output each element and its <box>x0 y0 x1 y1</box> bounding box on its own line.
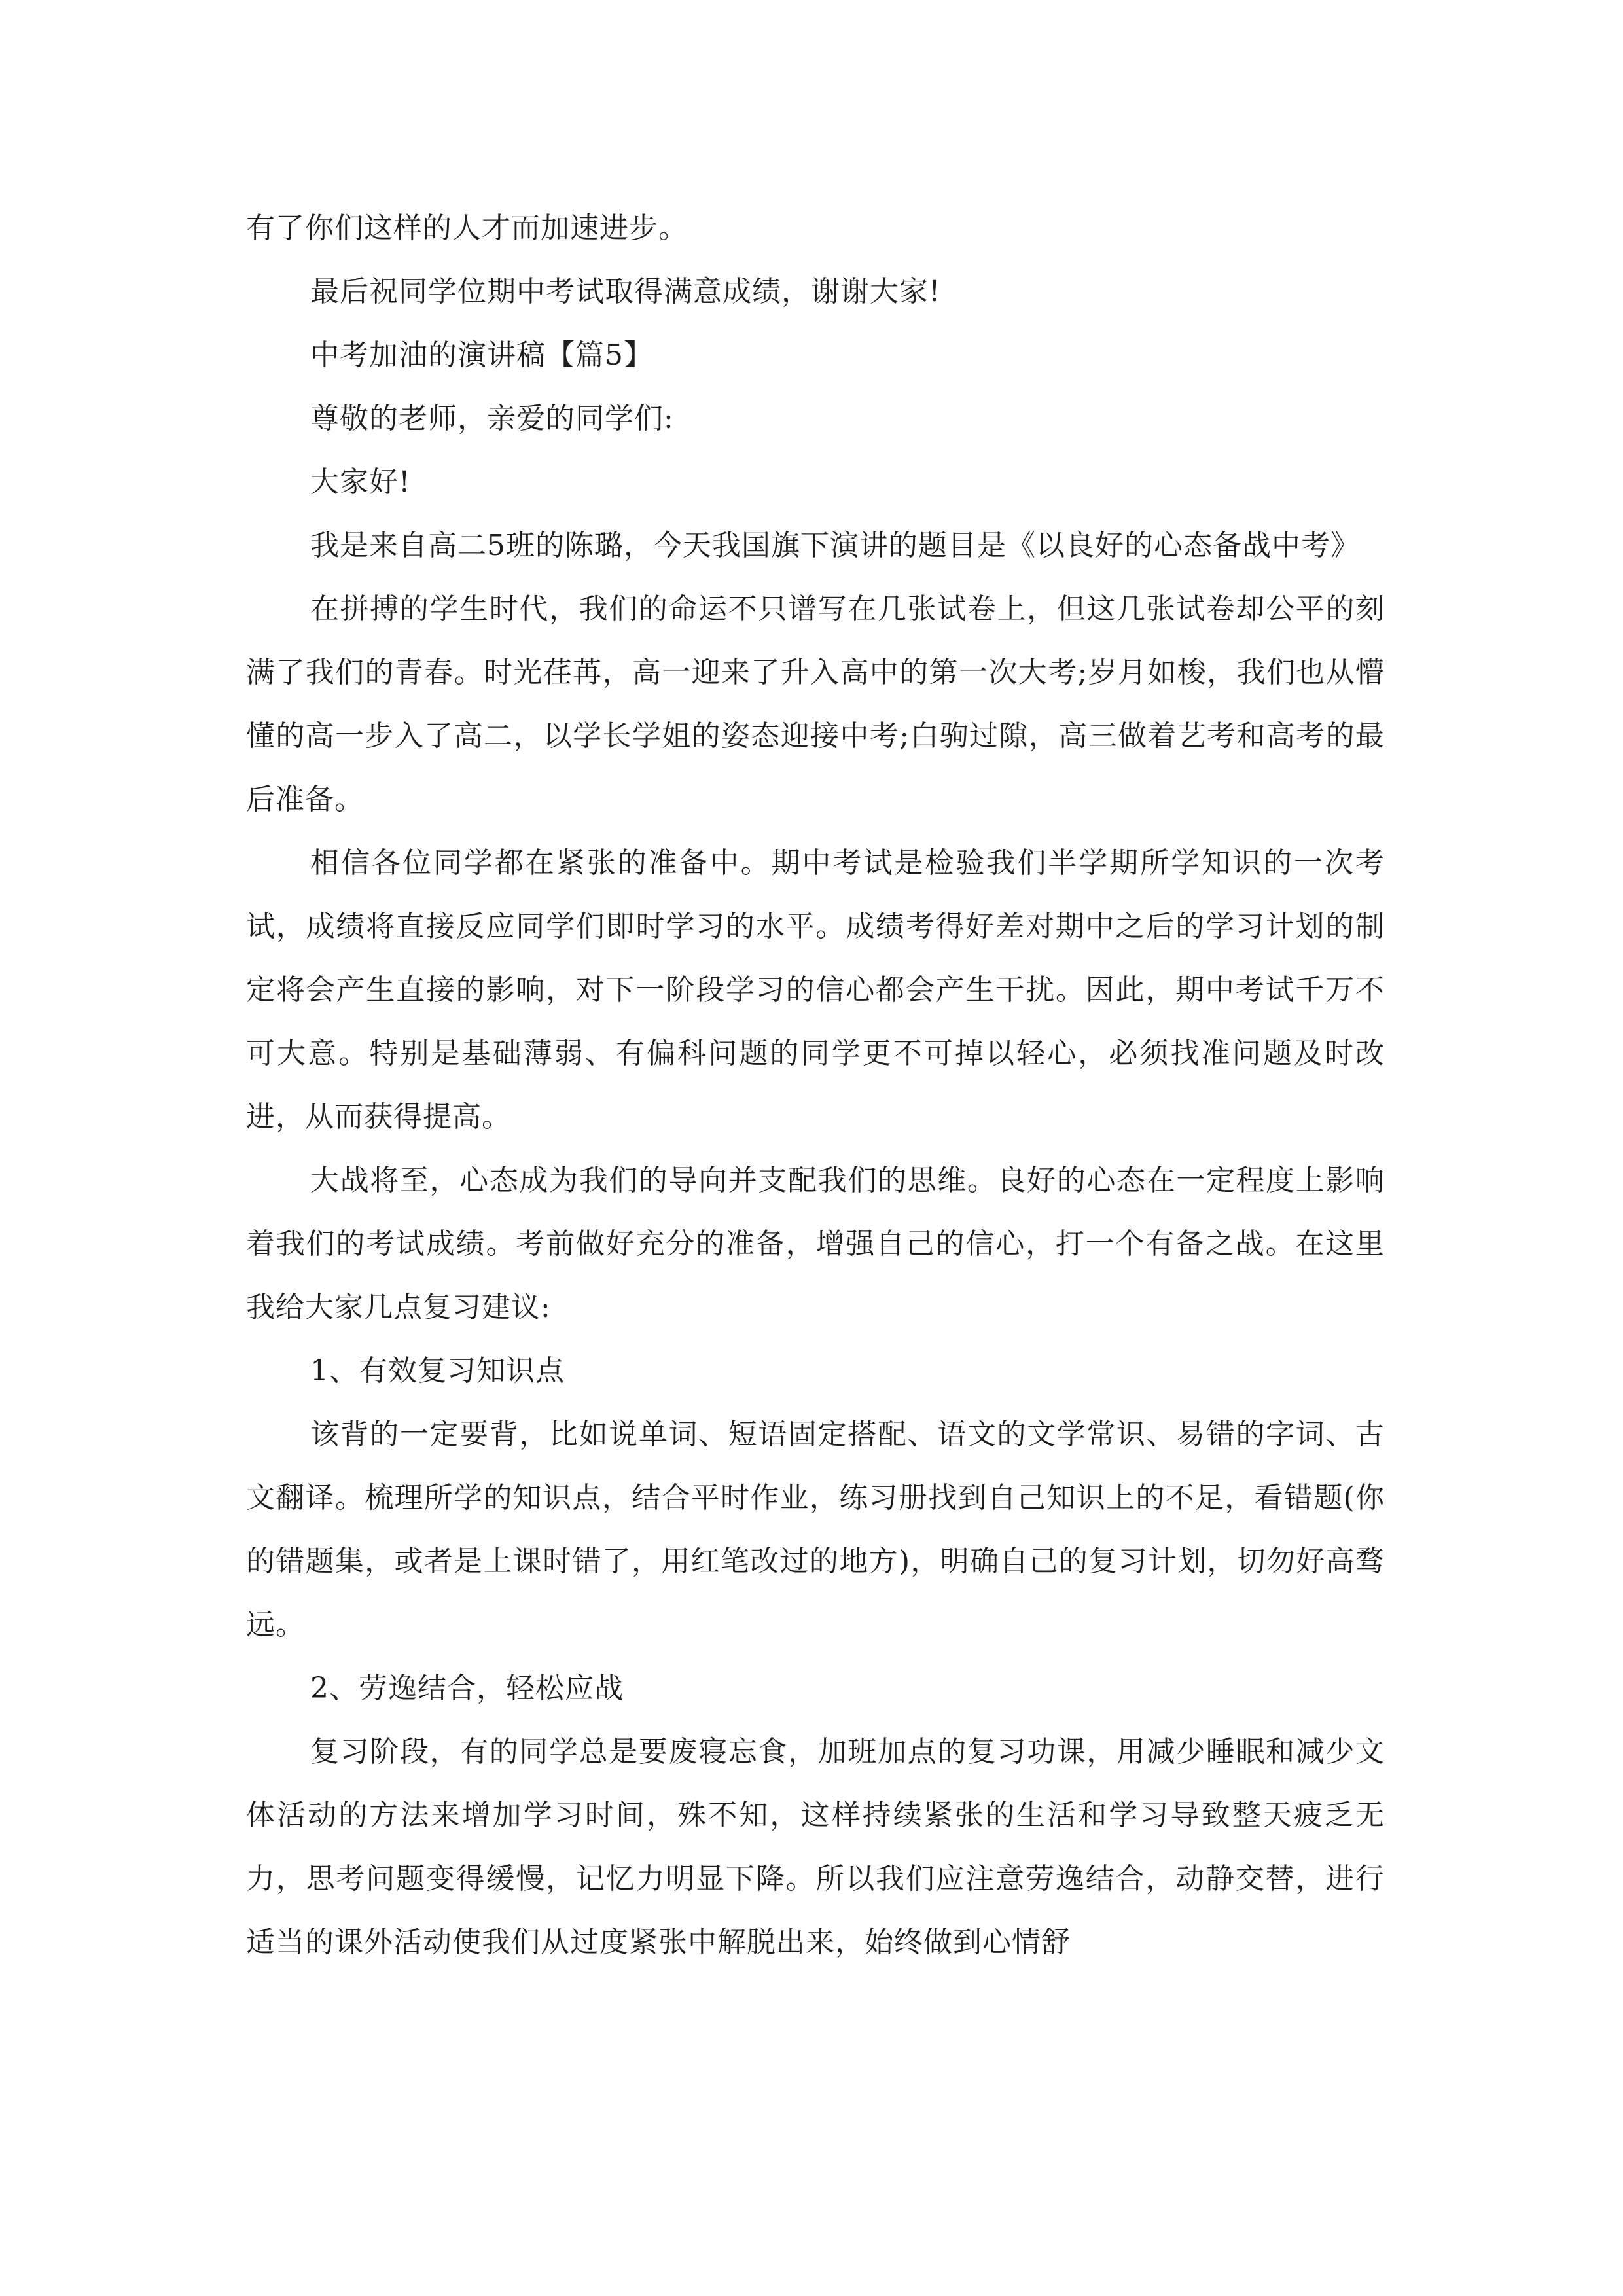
paragraph: 该背的一定要背，比如说单词、短语固定搭配、语文的文学常识、易错的字词、古文翻译。梳理所学的知识点，结合平时作业，练习册找到自己知识上的不足，看错题(你的错题集，或者是上课时错了，用红笔改过的地方)，明确自己的复习计划，切勿好高骛远。 <box>246 1418 1385 1641</box>
section-heading: 中考加油的演讲稿【篇5】 <box>310 338 653 372</box>
paragraph: 有了你们这样的人才而加速进步。 <box>246 211 688 245</box>
paragraph: 在拼搏的学生时代，我们的命运不只谱写在几张试卷上，但这几张试卷却公平的刻满了我们的青春。时光荏苒，高一迎来了升入高中的第一次大考;岁月如梭，我们也从懵懂的高一步入了高二，以学长学姐的姿态迎接中考;白驹过隙，高三做着艺考和高考的最后准备。 <box>246 592 1385 816</box>
paragraph: 复习阶段，有的同学总是要废寝忘食，加班加点的复习功课，用减少睡眠和减少文体活动的方法来增加学习时间，殊不知，这样持续紧张的生活和学习导致整天疲乏无力，思考问题变得缓慢，记忆力明显下降。所以我们应注意劳逸结合，动静交替，进行适当的课外活动使我们从过度紧张中解脱出来，始终做到心情舒 <box>246 1735 1385 1959</box>
list-heading: 2、劳逸结合，轻松应战 <box>310 1672 624 1705</box>
document-body <box>246 196 1385 1974</box>
paragraph: 相信各位同学都在紧张的准备中。期中考试是检验我们半学期所学知识的一次考试，成绩将直接反应同学们即时学习的水平。成绩考得好差对期中之后的学习计划的制定将会产生直接的影响，对下一阶段学习的信心都会产生干扰。因此，期中考试千万不可大意。特别是基础薄弱、有偏科问题的同学更不可掉以轻心，必须找准问题及时改进，从而获得提高。 <box>246 846 1385 1134</box>
greeting: 大家好! <box>310 465 411 499</box>
paragraph: 最后祝同学位期中考试取得满意成绩，谢谢大家! <box>310 275 941 308</box>
list-heading: 1、有效复习知识点 <box>310 1354 565 1388</box>
salutation: 尊敬的老师，亲爱的同学们: <box>310 402 674 435</box>
paragraph: 我是来自高二5班的陈璐，今天我国旗下演讲的题目是《以良好的心态备战中考》 <box>310 529 1360 562</box>
paragraph: 大战将至，心态成为我们的导向并支配我们的思维。良好的心态在一定程度上影响着我们的考试成绩。考前做好充分的准备，增强自己的信心，打一个有备之战。在这里我给大家几点复习建议: <box>246 1164 1385 1324</box>
